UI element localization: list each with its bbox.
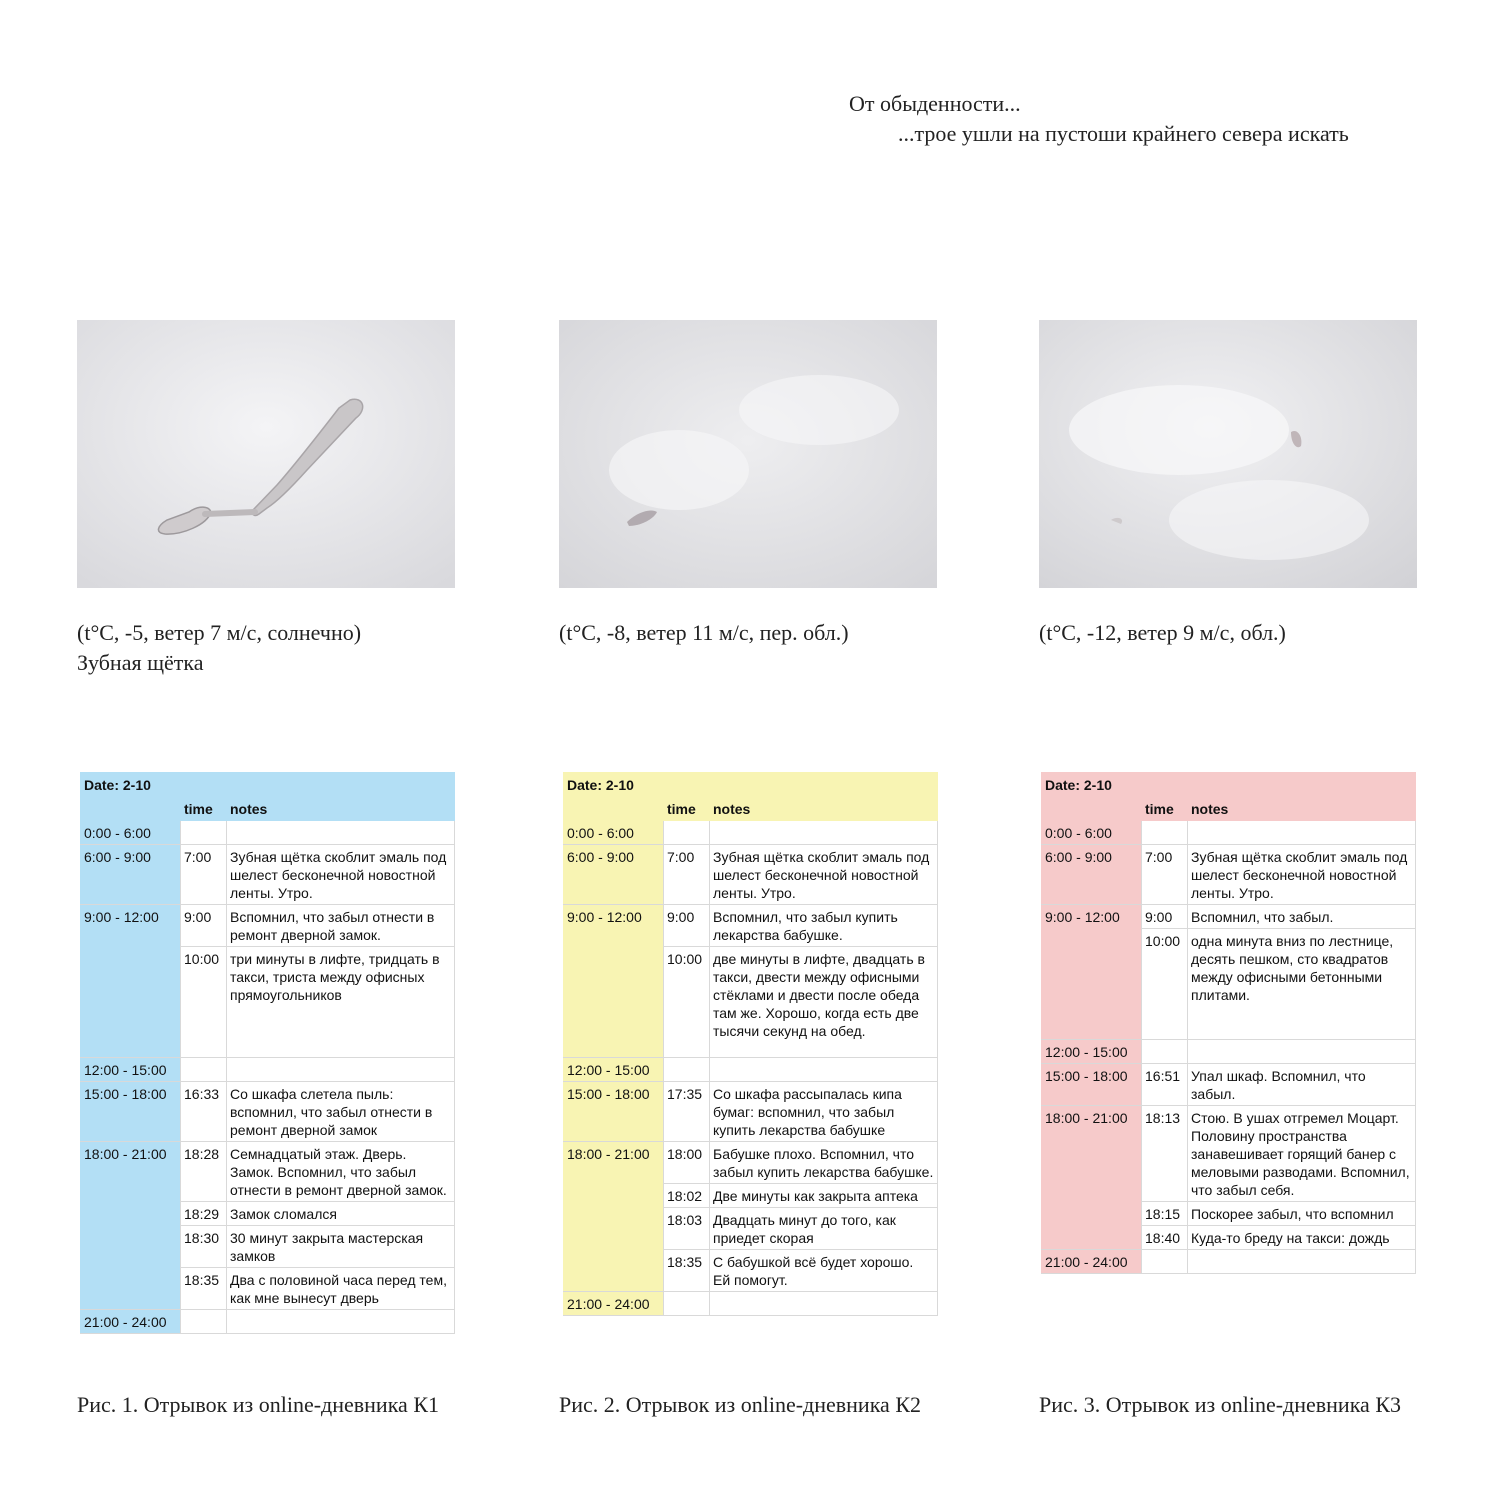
diary-table-k2 <box>563 772 938 1316</box>
entry-time <box>181 1310 227 1334</box>
entry-time <box>181 821 227 845</box>
entry-time: 18:40 <box>1142 1226 1188 1250</box>
entry-note: Со шкафа рассыпалась кипа бумаг: вспомнил, что забыл купить лекарства бабушке <box>710 1082 938 1142</box>
diary-header-notes: notes <box>710 797 938 821</box>
entry-time: 18:03 <box>664 1208 710 1250</box>
entry-note: Поскорее забыл, что вспомнил <box>1188 1202 1416 1226</box>
entry-note: Зубная щётка скоблит эмаль под шелест бесконечной новостной ленты. Утро. <box>1188 845 1416 905</box>
photo-toothbrush-snow <box>77 320 455 588</box>
diary-table-k1 <box>80 772 455 1334</box>
table-row <box>564 821 938 845</box>
table-row <box>564 1142 938 1184</box>
entry-note <box>1188 1250 1416 1274</box>
time-slot: 21:00 - 24:00 <box>1042 1250 1142 1274</box>
time-slot: 0:00 - 6:00 <box>564 821 664 845</box>
epigraph-line-1: От обыденности... <box>849 91 1021 116</box>
entry-time <box>181 1058 227 1082</box>
diary-header-blank <box>1042 797 1142 821</box>
entry-time: 7:00 <box>664 845 710 905</box>
entry-note <box>1188 1040 1416 1064</box>
table-row <box>1042 821 1416 845</box>
entry-note <box>227 1058 455 1082</box>
photo-1-caption: (t°C, -5, ветер 7 м/с, солнечно) <box>77 620 362 645</box>
time-slot: 6:00 - 9:00 <box>564 845 664 905</box>
table-row <box>81 845 455 905</box>
time-slot: 0:00 - 6:00 <box>1042 821 1142 845</box>
entry-time: 7:00 <box>1142 845 1188 905</box>
table-row <box>1042 845 1416 905</box>
time-slot: 12:00 - 15:00 <box>1042 1040 1142 1064</box>
table-row <box>564 905 938 947</box>
time-slot: 18:00 - 21:00 <box>81 1142 181 1310</box>
entry-note: Две минуты как закрыта аптека <box>710 1184 938 1208</box>
entry-note: Двадцать минут до того, как приедет скорая <box>710 1208 938 1250</box>
diary-date: Date: 2-10 <box>564 773 938 797</box>
entry-time: 18:13 <box>1142 1106 1188 1202</box>
table-row <box>81 1142 455 1202</box>
entry-time: 18:28 <box>181 1142 227 1202</box>
photo-3-caption: (t°C, -12, ветер 9 м/с, обл.) <box>1039 620 1286 645</box>
entry-time: 18:29 <box>181 1202 227 1226</box>
entry-time: 18:15 <box>1142 1202 1188 1226</box>
table-row <box>81 1082 455 1142</box>
table-row <box>81 905 455 947</box>
table-row <box>1042 1064 1416 1106</box>
table-row <box>1042 1040 1416 1064</box>
time-slot: 9:00 - 12:00 <box>81 905 181 1058</box>
diary-header-notes: notes <box>1188 797 1416 821</box>
entry-time <box>1142 1250 1188 1274</box>
entry-time: 17:35 <box>664 1082 710 1142</box>
time-slot: 0:00 - 6:00 <box>81 821 181 845</box>
entry-time: 18:30 <box>181 1226 227 1268</box>
entry-note: Бабушке плохо. Вспомнил, что забыл купить лекарства бабушке. <box>710 1142 938 1184</box>
entry-note <box>1188 821 1416 845</box>
entry-note <box>710 821 938 845</box>
diary-header-notes: notes <box>227 797 455 821</box>
entry-note: Два с половиной часа перед тем, как мне вынесут дверь <box>227 1268 455 1310</box>
photo-snow-tracks-1 <box>559 320 937 588</box>
table-row <box>564 1058 938 1082</box>
table-row <box>1042 1250 1416 1274</box>
table-row <box>564 1082 938 1142</box>
entry-note: Зубная щётка скоблит эмаль под шелест бесконечной новостной ленты. Утро. <box>227 845 455 905</box>
table-row <box>81 1310 455 1334</box>
time-slot: 12:00 - 15:00 <box>564 1058 664 1082</box>
diary-table-k3 <box>1041 772 1416 1274</box>
epigraph-line-2: ...трое ушли на пустоши крайнего севера искать <box>898 121 1349 146</box>
entry-note: Куда-то бреду на такси: дождь <box>1188 1226 1416 1250</box>
photo-snow-tracks-2 <box>1039 320 1417 588</box>
entry-note: Замок сломался <box>227 1202 455 1226</box>
entry-note: Вспомнил, что забыл. <box>1188 905 1416 929</box>
time-slot: 21:00 - 24:00 <box>564 1292 664 1316</box>
diary-header-blank <box>564 797 664 821</box>
table-row <box>1042 1106 1416 1202</box>
entry-time: 9:00 <box>1142 905 1188 929</box>
entry-time: 16:51 <box>1142 1064 1188 1106</box>
diary-date: Date: 2-10 <box>1042 773 1416 797</box>
entry-time: 9:00 <box>181 905 227 947</box>
entry-note: Семнадцатый этаж. Дверь. Замок. Вспомнил, что забыл отнести в ремонт дверной замок. <box>227 1142 455 1202</box>
time-slot: 6:00 - 9:00 <box>1042 845 1142 905</box>
entry-note: две минуты в лифте, двадцать в такси, двести между офисными стёклами и двести после обеда там же. Хорошо, когда есть две тысячи секунд на обед. <box>710 947 938 1058</box>
time-slot: 21:00 - 24:00 <box>81 1310 181 1334</box>
time-slot: 15:00 - 18:00 <box>1042 1064 1142 1106</box>
entry-note: Вспомнил, что забыл купить лекарства бабушке. <box>710 905 938 947</box>
entry-note <box>227 1310 455 1334</box>
time-slot: 6:00 - 9:00 <box>81 845 181 905</box>
entry-time: 18:35 <box>664 1250 710 1292</box>
table-row <box>564 845 938 905</box>
diary-header-time: time <box>664 797 710 821</box>
photo-1-subcaption: Зубная щётка <box>77 650 204 675</box>
time-slot: 12:00 - 15:00 <box>81 1058 181 1082</box>
diary-header-time: time <box>1142 797 1188 821</box>
entry-note <box>710 1058 938 1082</box>
entry-time: 18:35 <box>181 1268 227 1310</box>
entry-note: Вспомнил, что забыл отнести в ремонт дверной замок. <box>227 905 455 947</box>
diary-header-blank <box>81 797 181 821</box>
entry-time: 10:00 <box>1142 929 1188 1040</box>
entry-note: С бабушкой всё будет хорошо. Ей помогут. <box>710 1250 938 1292</box>
time-slot: 18:00 - 21:00 <box>564 1142 664 1292</box>
entry-time: 7:00 <box>181 845 227 905</box>
diary-header-time: time <box>181 797 227 821</box>
entry-note: Упал шкаф. Вспомнил, что забыл. <box>1188 1064 1416 1106</box>
time-slot: 15:00 - 18:00 <box>564 1082 664 1142</box>
entry-note <box>710 1292 938 1316</box>
time-slot: 18:00 - 21:00 <box>1042 1106 1142 1250</box>
entry-time <box>1142 1040 1188 1064</box>
entry-time <box>664 1292 710 1316</box>
entry-note <box>227 821 455 845</box>
entry-note: Зубная щётка скоблит эмаль под шелест бесконечной новостной ленты. Утро. <box>710 845 938 905</box>
table-row <box>564 1292 938 1316</box>
entry-time: 18:02 <box>664 1184 710 1208</box>
diary-date: Date: 2-10 <box>81 773 455 797</box>
entry-note: одна минута вниз по лестнице, десять пешком, сто квадратов между офисными бетонными плитами. <box>1188 929 1416 1040</box>
table-row <box>81 821 455 845</box>
time-slot: 15:00 - 18:00 <box>81 1082 181 1142</box>
entry-time: 16:33 <box>181 1082 227 1142</box>
time-slot: 9:00 - 12:00 <box>1042 905 1142 1040</box>
photo-2-caption: (t°C, -8, ветер 11 м/с, пер. обл.) <box>559 620 849 645</box>
figure-2-caption: Рис. 2. Отрывок из online-дневника К2 <box>559 1392 921 1417</box>
entry-time <box>1142 821 1188 845</box>
figure-3-caption: Рис. 3. Отрывок из online-дневника К3 <box>1039 1392 1401 1417</box>
entry-time: 18:00 <box>664 1142 710 1184</box>
time-slot: 9:00 - 12:00 <box>564 905 664 1058</box>
entry-time <box>664 1058 710 1082</box>
entry-time: 10:00 <box>181 947 227 1058</box>
entry-time: 9:00 <box>664 905 710 947</box>
table-row <box>81 1058 455 1082</box>
entry-time <box>664 821 710 845</box>
entry-note: три минуты в лифте, тридцать в такси, триста между офисных прямоугольников <box>227 947 455 1058</box>
entry-time: 10:00 <box>664 947 710 1058</box>
table-row <box>1042 905 1416 929</box>
entry-note: 30 минут закрыта мастерская замков <box>227 1226 455 1268</box>
entry-note: Со шкафа слетела пыль: вспомнил, что забыл отнести в ремонт дверной замок <box>227 1082 455 1142</box>
figure-1-caption: Рис. 1. Отрывок из online-дневника К1 <box>77 1392 439 1417</box>
entry-note: Стою. В ушах отгремел Моцарт. Половину пространства занавешивает горящий банер с меловыми разводами. Вспомнил, что забыл себя. <box>1188 1106 1416 1202</box>
